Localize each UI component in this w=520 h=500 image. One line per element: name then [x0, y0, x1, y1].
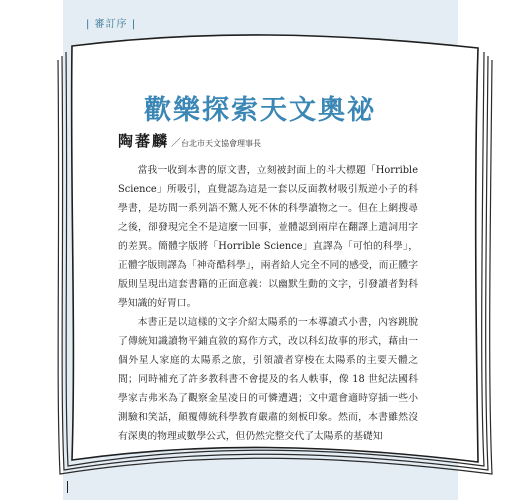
author-byline	[118, 130, 261, 151]
author-separator: ／	[171, 138, 182, 149]
author-name: 陶蕃麟	[118, 132, 170, 150]
page-edge-marker	[67, 481, 68, 493]
section-tag: | 審訂序 |	[86, 19, 137, 30]
author-role: 台北市天文協會理事長	[181, 139, 262, 148]
paragraph: 當我一收到本書的原文書，立刻被封面上的斗大標題「Horrible Science」所吸引，直覺認為這是一套以反面教材吸引叛逆小子的科學書，是坊間一系列語不驚人死不休的科學讀物之一。但在上網搜尋之後，卻發現完全不是這麼一回事，並體認到兩岸在翻譯上遣詞用字的差異。簡體字版將「Horrible Science」直譯為「可怕的科學」，正體字版則譯為「神奇酷科學」，兩者給人完全不同的感受，而正體字版則呈現出這套書籍的正面意義：以幽默生動的文字，引發讀者對科學知識的好胃口。	[118, 165, 418, 309]
article-body	[118, 161, 418, 446]
article-title: 歡樂探索天文奧祕	[144, 95, 376, 126]
paragraph: 本書正是以這樣的文字介紹太陽系的一本導讀式小書，內容跳脫了傳統知識讀物平鋪直敘的寫作方式，改以科幻故事的形式，藉由一個外星人家庭的太陽系之旅，引領讀者穿梭在太陽系的主要天體之間；同時補充了許多教科書不會提及的名人軼事，像 18 世紀法國科學家吉弗米為了觀察金星凌日的可憐遭遇；文中還會適時穿插一些小測驗和笑話，顛覆傳統科學教育嚴肅的刻板印象。然而，本書雖然沒有深奧的物理或數學公式，但仍然完整交代了太陽系的基礎知	[118, 317, 418, 442]
